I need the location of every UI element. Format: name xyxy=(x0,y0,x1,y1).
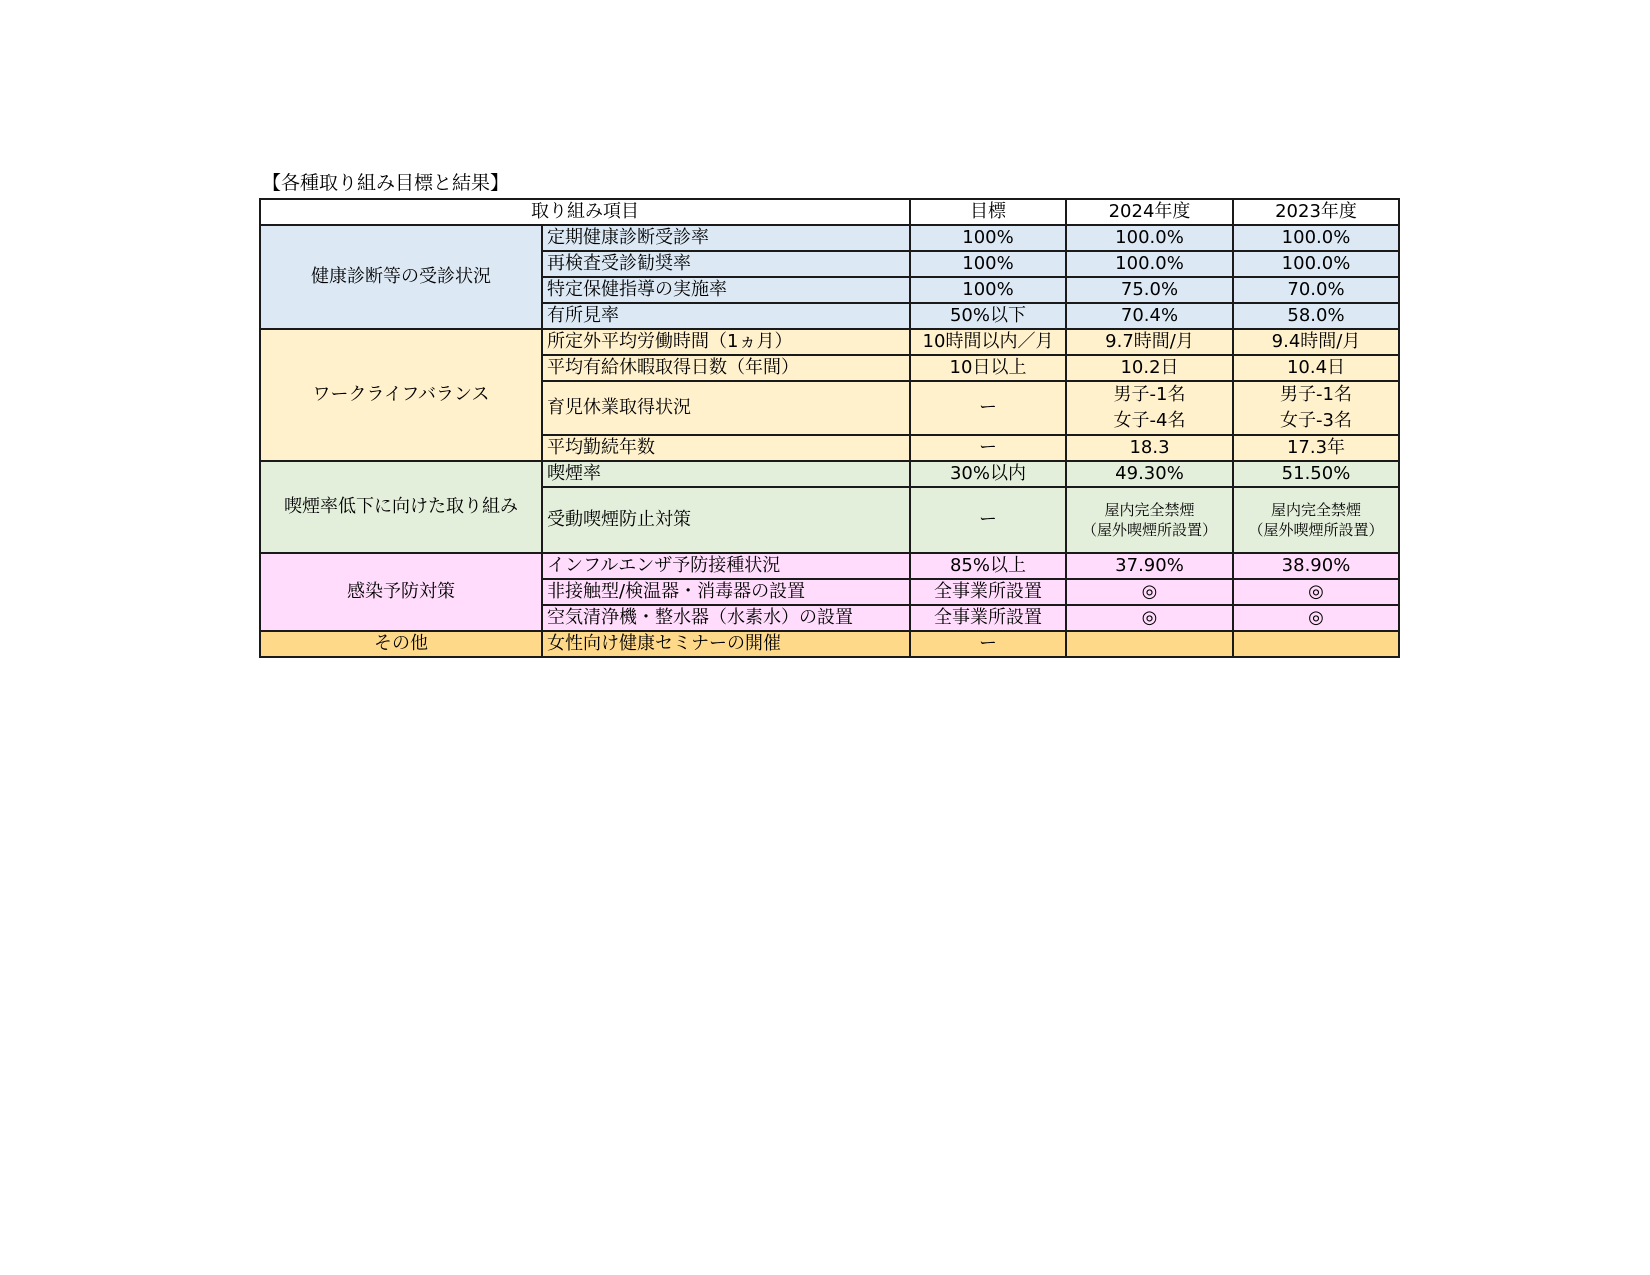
target-cell: ー xyxy=(910,487,1066,553)
cell-line: 屋内完全禁煙 xyxy=(1104,501,1195,519)
result-2023-cell: 17.3年 xyxy=(1233,435,1399,461)
item-cell: 育児休業取得状況 xyxy=(542,381,910,435)
target-cell: 全事業所設置 xyxy=(910,605,1066,631)
cell-line: 男子-1名 xyxy=(1280,384,1352,405)
result-2023-cell xyxy=(1233,487,1399,553)
item-cell: 平均有給休暇取得日数（年間） xyxy=(542,355,910,381)
page-title: 【各種取り組み目標と結果】 xyxy=(262,172,510,194)
item-cell: 女性向け健康セミナーの開催 xyxy=(542,631,910,657)
target-cell: ー xyxy=(910,631,1066,657)
result-2023-cell xyxy=(1233,631,1399,657)
target-cell: ー xyxy=(910,435,1066,461)
table-row xyxy=(260,461,1399,487)
result-2023-cell xyxy=(1233,381,1399,435)
table-row xyxy=(260,553,1399,579)
result-2024-cell: 100.0% xyxy=(1066,225,1233,251)
group-label: ワークライフバランス xyxy=(260,329,542,461)
result-2024-cell: ◎ xyxy=(1066,579,1233,605)
result-2023-cell: 100.0% xyxy=(1233,225,1399,251)
header-2023: 2023年度 xyxy=(1233,199,1399,225)
cell-line: 女子-4名 xyxy=(1113,410,1186,431)
result-2023-cell: 51.50% xyxy=(1233,461,1399,487)
cell-line: 屋内完全禁煙 xyxy=(1270,501,1361,519)
item-cell: 定期健康診断受診率 xyxy=(542,225,910,251)
target-cell: 50%以下 xyxy=(910,303,1066,329)
item-cell: 特定保健指導の実施率 xyxy=(542,277,910,303)
header-2024: 2024年度 xyxy=(1066,199,1233,225)
group-label: 喫煙率低下に向けた取り組み xyxy=(260,461,542,553)
result-2023-cell: ◎ xyxy=(1233,605,1399,631)
result-2024-cell: 18.3 xyxy=(1066,435,1233,461)
result-2023-cell: 38.90% xyxy=(1233,553,1399,579)
item-cell: 有所見率 xyxy=(542,303,910,329)
target-cell: 100% xyxy=(910,225,1066,251)
result-2024-cell: ◎ xyxy=(1066,605,1233,631)
result-2024-cell: 37.90% xyxy=(1066,553,1233,579)
item-cell: インフルエンザ予防接種状況 xyxy=(542,553,910,579)
cell-line: （屋外喫煙所設置） xyxy=(1081,521,1217,539)
results-table xyxy=(259,198,1400,658)
result-2024-cell xyxy=(1066,487,1233,553)
target-cell: 85%以上 xyxy=(910,553,1066,579)
result-2023-cell: 58.0% xyxy=(1233,303,1399,329)
target-cell: ー xyxy=(910,381,1066,435)
header-item: 取り組み項目 xyxy=(260,199,910,225)
result-2024-cell: 10.2日 xyxy=(1066,355,1233,381)
target-cell: 10時間以内／月 xyxy=(910,329,1066,355)
cell-line: 男子-1名 xyxy=(1113,384,1186,405)
group-label: 感染予防対策 xyxy=(260,553,542,631)
target-cell: 10日以上 xyxy=(910,355,1066,381)
result-2023-cell: 10.4日 xyxy=(1233,355,1399,381)
result-2024-cell: 49.30% xyxy=(1066,461,1233,487)
group-label: その他 xyxy=(260,631,542,657)
item-cell: 受動喫煙防止対策 xyxy=(542,487,910,553)
item-cell: 所定外平均労働時間（1ヵ月） xyxy=(542,329,910,355)
table-row xyxy=(260,631,1399,657)
header-row xyxy=(260,199,1399,225)
table-row xyxy=(260,225,1399,251)
item-cell: 喫煙率 xyxy=(542,461,910,487)
target-cell: 30%以内 xyxy=(910,461,1066,487)
result-2024-cell: 75.0% xyxy=(1066,277,1233,303)
cell-line: 女子-3名 xyxy=(1280,410,1352,431)
group-label: 健康診断等の受診状況 xyxy=(260,225,542,329)
result-2024-cell: 9.7時間/月 xyxy=(1066,329,1233,355)
result-2024-cell: 70.4% xyxy=(1066,303,1233,329)
target-cell: 100% xyxy=(910,277,1066,303)
table-row xyxy=(260,329,1399,355)
header-target: 目標 xyxy=(910,199,1066,225)
result-2023-cell: ◎ xyxy=(1233,579,1399,605)
result-2024-cell xyxy=(1066,381,1233,435)
target-cell: 100% xyxy=(910,251,1066,277)
result-2024-cell: 100.0% xyxy=(1066,251,1233,277)
item-cell: 非接触型/検温器・消毒器の設置 xyxy=(542,579,910,605)
item-cell: 再検査受診勧奨率 xyxy=(542,251,910,277)
item-cell: 平均勤続年数 xyxy=(542,435,910,461)
result-2023-cell: 9.4時間/月 xyxy=(1233,329,1399,355)
result-2023-cell: 70.0% xyxy=(1233,277,1399,303)
result-2023-cell: 100.0% xyxy=(1233,251,1399,277)
cell-line: （屋外喫煙所設置） xyxy=(1248,521,1384,539)
result-2024-cell xyxy=(1066,631,1233,657)
target-cell: 全事業所設置 xyxy=(910,579,1066,605)
item-cell: 空気清浄機・整水器（水素水）の設置 xyxy=(542,605,910,631)
